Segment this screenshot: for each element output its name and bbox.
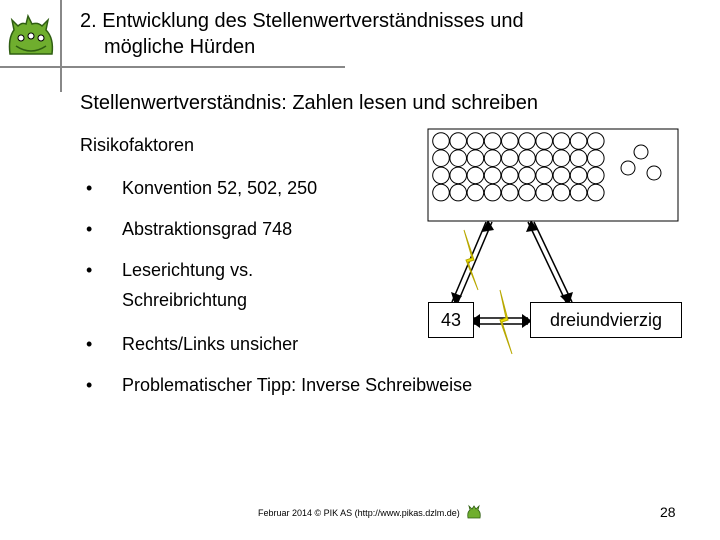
bullet-text: Abstraktionsgrad 748 xyxy=(122,219,293,239)
ten-dot xyxy=(433,184,450,201)
ten-dot xyxy=(519,184,536,201)
ten-dot xyxy=(536,150,553,167)
title-line-1: 2. Entwicklung des Stellenwertverständnisses und xyxy=(80,10,524,32)
bullet-text: Problematischer Tipp: Inverse Schreibweise xyxy=(122,375,473,395)
word-box: dreiundvierzig xyxy=(530,302,682,338)
bullet-text: Konvention 52, 502, 250 xyxy=(122,178,318,198)
ten-dot xyxy=(553,150,570,167)
ten-dot xyxy=(467,167,484,184)
footer-text: Februar 2014 © PIK AS (http://www.pikas.dzlm.de) xyxy=(258,508,460,518)
ten-dot xyxy=(502,133,519,150)
one-dot xyxy=(634,145,648,159)
ten-dot xyxy=(570,167,587,184)
ten-dot xyxy=(570,150,587,167)
ten-dot xyxy=(519,150,536,167)
bullet-marker: • xyxy=(86,260,93,280)
ten-dot xyxy=(519,133,536,150)
ten-dot xyxy=(588,167,605,184)
number-box: 43 xyxy=(428,302,474,338)
ten-dot xyxy=(467,133,484,150)
slide-subtitle: Stellenwertverständnis: Zahlen lesen und schreiben xyxy=(80,92,539,114)
bullet-marker: • xyxy=(86,178,93,198)
ten-dot xyxy=(502,184,519,201)
ten-dot xyxy=(553,133,570,150)
ten-dot xyxy=(502,167,519,184)
ten-dot xyxy=(450,133,467,150)
ten-dot xyxy=(553,184,570,201)
ten-dot xyxy=(484,133,501,150)
ten-dot xyxy=(450,150,467,167)
one-dot xyxy=(621,161,635,175)
page-number: 28 xyxy=(660,504,676,520)
ten-dot xyxy=(536,184,553,201)
bullet-text: Leserichtung vs. xyxy=(122,260,254,280)
bullet-marker: • xyxy=(86,219,93,239)
ten-dot xyxy=(536,167,553,184)
one-dot xyxy=(647,166,661,180)
lightning-icon xyxy=(500,290,512,354)
ten-dot xyxy=(553,167,570,184)
ten-dot xyxy=(588,184,605,201)
pikas-logo-small-icon xyxy=(466,504,482,520)
ten-dot xyxy=(519,167,536,184)
risk-heading: Risikofaktoren xyxy=(80,135,195,155)
ten-dot xyxy=(536,133,553,150)
ten-dot xyxy=(450,184,467,201)
ten-dot xyxy=(570,133,587,150)
arrow-image-to-word xyxy=(528,222,566,302)
ten-dot xyxy=(467,150,484,167)
ten-dot xyxy=(433,167,450,184)
title-line-2: mögliche Hürden xyxy=(104,36,256,58)
bullet-marker: • xyxy=(86,334,93,354)
ten-dot xyxy=(502,150,519,167)
ten-dot xyxy=(467,184,484,201)
ten-dot xyxy=(433,150,450,167)
bullet-marker: • xyxy=(86,375,93,395)
ten-dot xyxy=(570,184,587,201)
ten-dot xyxy=(588,150,605,167)
ten-dot xyxy=(484,167,501,184)
ten-dot xyxy=(450,167,467,184)
ten-dot xyxy=(588,133,605,150)
ten-dot xyxy=(433,133,450,150)
ten-dot xyxy=(484,150,501,167)
bullet-text: Rechts/Links unsicher xyxy=(122,334,299,354)
ten-dot xyxy=(484,184,501,201)
bullet-text: Schreibrichtung xyxy=(122,290,248,310)
